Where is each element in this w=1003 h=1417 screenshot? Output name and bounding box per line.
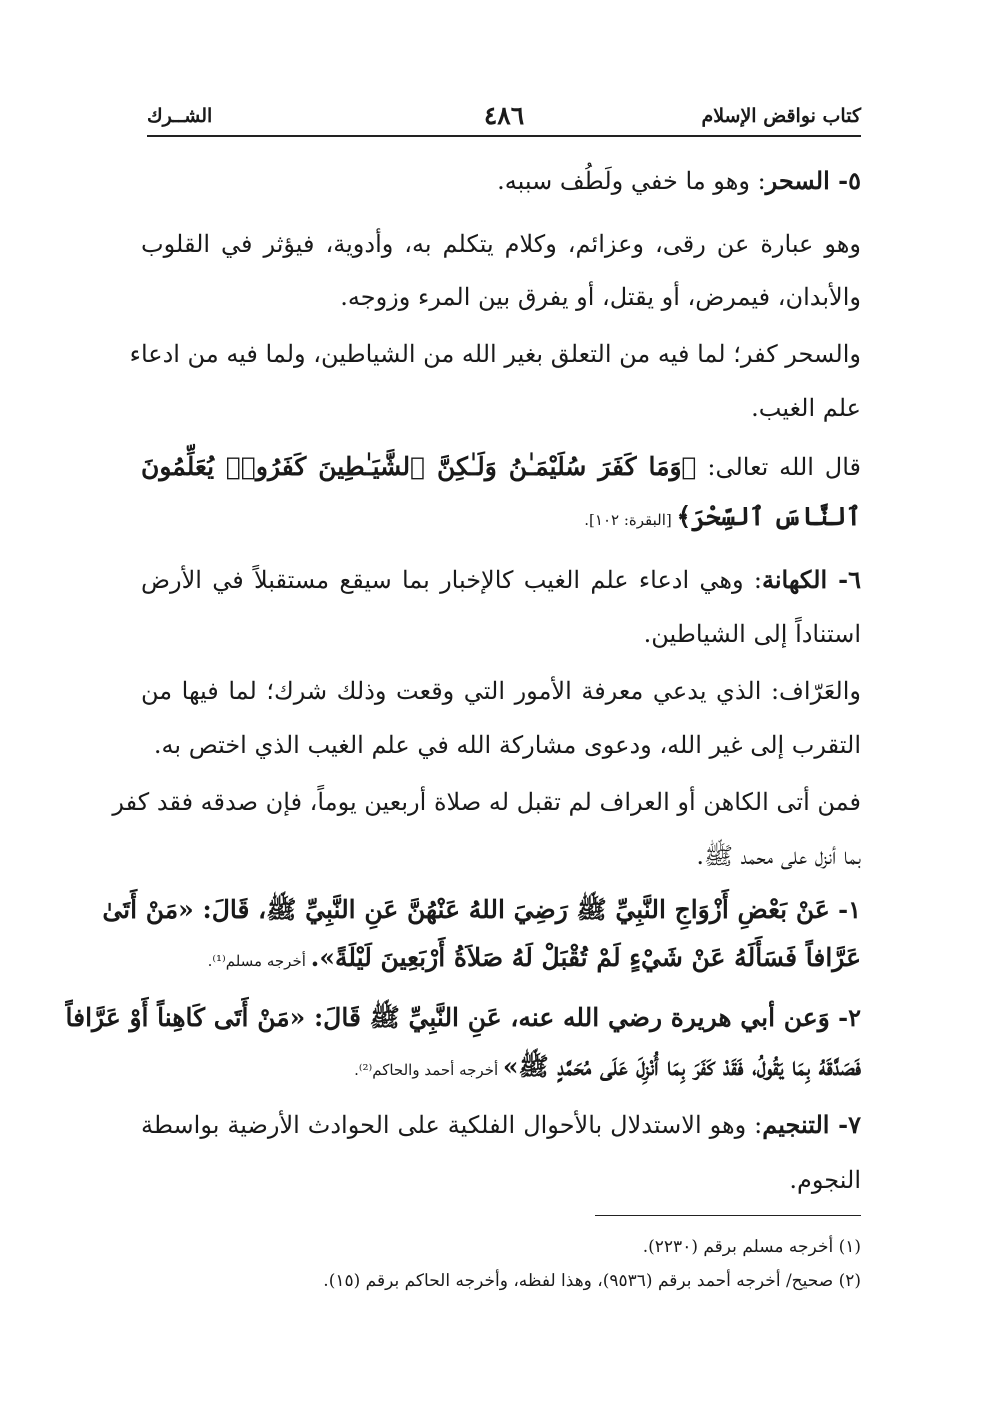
line-text: : وهي ادعاء علم الغيب كالإخبار بما سيقع مستقبلاً في الأرض [141,566,762,594]
footnote-2: (٢) صحيح/ أخرجه أحمد برقم (٩٥٣٦)، وهذا لفظه، وأخرجه الحاكم برقم (١٥). [323,1271,861,1291]
term-heading: الكهانة [761,565,828,594]
line-text: التقرب إلى غير الله، ودعوى مشاركة الله في علم الغيب الذي اختص به. [153,731,861,759]
text-line [141,941,861,978]
line-text: فمن أتى الكاهن أو العراف لم تقبل له صلاة أربعين يوماً، فإن صدقه فقد كفر [112,788,861,816]
text-line [141,227,861,261]
running-header [147,101,861,135]
text-line [141,500,861,537]
item-number: ٧- [829,1110,861,1139]
line-text: استناداً إلى الشياطين. [643,620,861,648]
line-text: وهو عبارة عن رقى، وعزائم، وكلام يتكلم به، وأدوية، فيؤثر في القلوب [141,230,861,258]
citation: أخرجه أحمد والحاكم⁽²⁾. [354,1061,503,1079]
text-line [141,1108,861,1142]
text-line [141,391,861,425]
text-line [141,728,861,762]
header-rule [147,135,861,137]
chapter-title: الشــرك [147,105,213,127]
quoted-text: عَنْ بَعْضِ أَزْوَاجِ النَّبِيِّ ﷺ رَضِيَ اللهُ عَنْهُنَّ عَنِ النَّبِيِّ ﷺ، قَالَ: «مَنْ أَتَىٰ [102,895,830,924]
line-text: : وهو ما خفي ولَطُف سببه. [497,167,766,195]
quoted-text: فَصَدَّقَهُ بِمَا يَقُولُ، فَقَدْ كَفَرَ بِمَا أُنْزِلَ عَلَى مُحَمَّدٍ ﷺ» [502,1052,861,1081]
text-line [141,839,861,873]
text-line [65,1001,861,1035]
text-line [141,280,861,314]
text-line [112,785,861,819]
item-number: ١- [829,895,861,924]
line-text: بما أنزل على محمد ﷺ. [696,842,861,870]
line-text: والعَرّاف: الذي يدعي معرفة الأمور التي وقعت وذلك شرك؛ لما فيها من [141,677,861,705]
term-heading: السحر [765,166,830,195]
line-text: والأبدان، فيمرض، أو يقتل، أو يفرق بين المرء وزوجه. [340,283,861,311]
item-number: ٢- [829,1003,861,1032]
item-number: ٦- [827,565,861,594]
line-text: قال الله تعالى: [696,453,861,481]
quoted-text: وَعن أبي هريرة رضي الله عنه، عَنِ النَّبِيِّ ﷺ قَالَ: «مَنْ أَتَى كَاهِناً أَوْ عَرَّافاً [65,1003,830,1032]
text-line [141,450,861,484]
text-line [141,563,861,597]
text-line [141,617,861,651]
text-line [129,337,861,371]
citation: [البقرة: ١٠٢]. [584,511,677,529]
line-text: والسحر كفر؛ لما فيه من التعلق بغير الله من الشياطين، ولما فيه من ادعاء [129,340,861,368]
term-heading: التنجيم [762,1110,830,1139]
quoted-text: ﴿وَمَا كَفَرَ سُلَيْمَـٰنُ وَلَـٰكِنَّ ٱلشَّيَـٰطِينَ كَفَرُوا۟ يُعَلِّمُونَ [141,452,697,481]
page-number: ٤٨٦ [483,101,525,130]
quoted-text: ٱلنَّاسَ ٱلسِّحْرَ﴾ [676,502,861,531]
text-line [141,674,861,708]
line-text: النجوم. [789,1166,861,1194]
text-line [141,1050,861,1087]
book-title: كتاب نواقض الإسلام [701,105,861,127]
footnote-rule [595,1215,861,1216]
line-text: : وهو الاستدلال بالأحوال الفلكية على الحوادث الأرضية بواسطة [141,1111,763,1139]
text-line [141,1163,861,1197]
text-line [141,164,861,198]
quoted-text: عَرَّافاً فَسَأَلَهُ عَنْ شَيْءٍ لَمْ تُقْبَلْ لَهُ صَلاَةُ أَرْبَعِينَ لَيْلَةً». [310,943,861,972]
footnote-1: (١) أخرجه مسلم برقم (٢٢٣٠). [642,1237,861,1257]
item-number: ٥- [829,166,861,195]
citation: أخرجه مسلم⁽¹⁾. [207,952,311,970]
line-text: علم الغيب. [751,394,861,422]
text-line [102,893,861,927]
